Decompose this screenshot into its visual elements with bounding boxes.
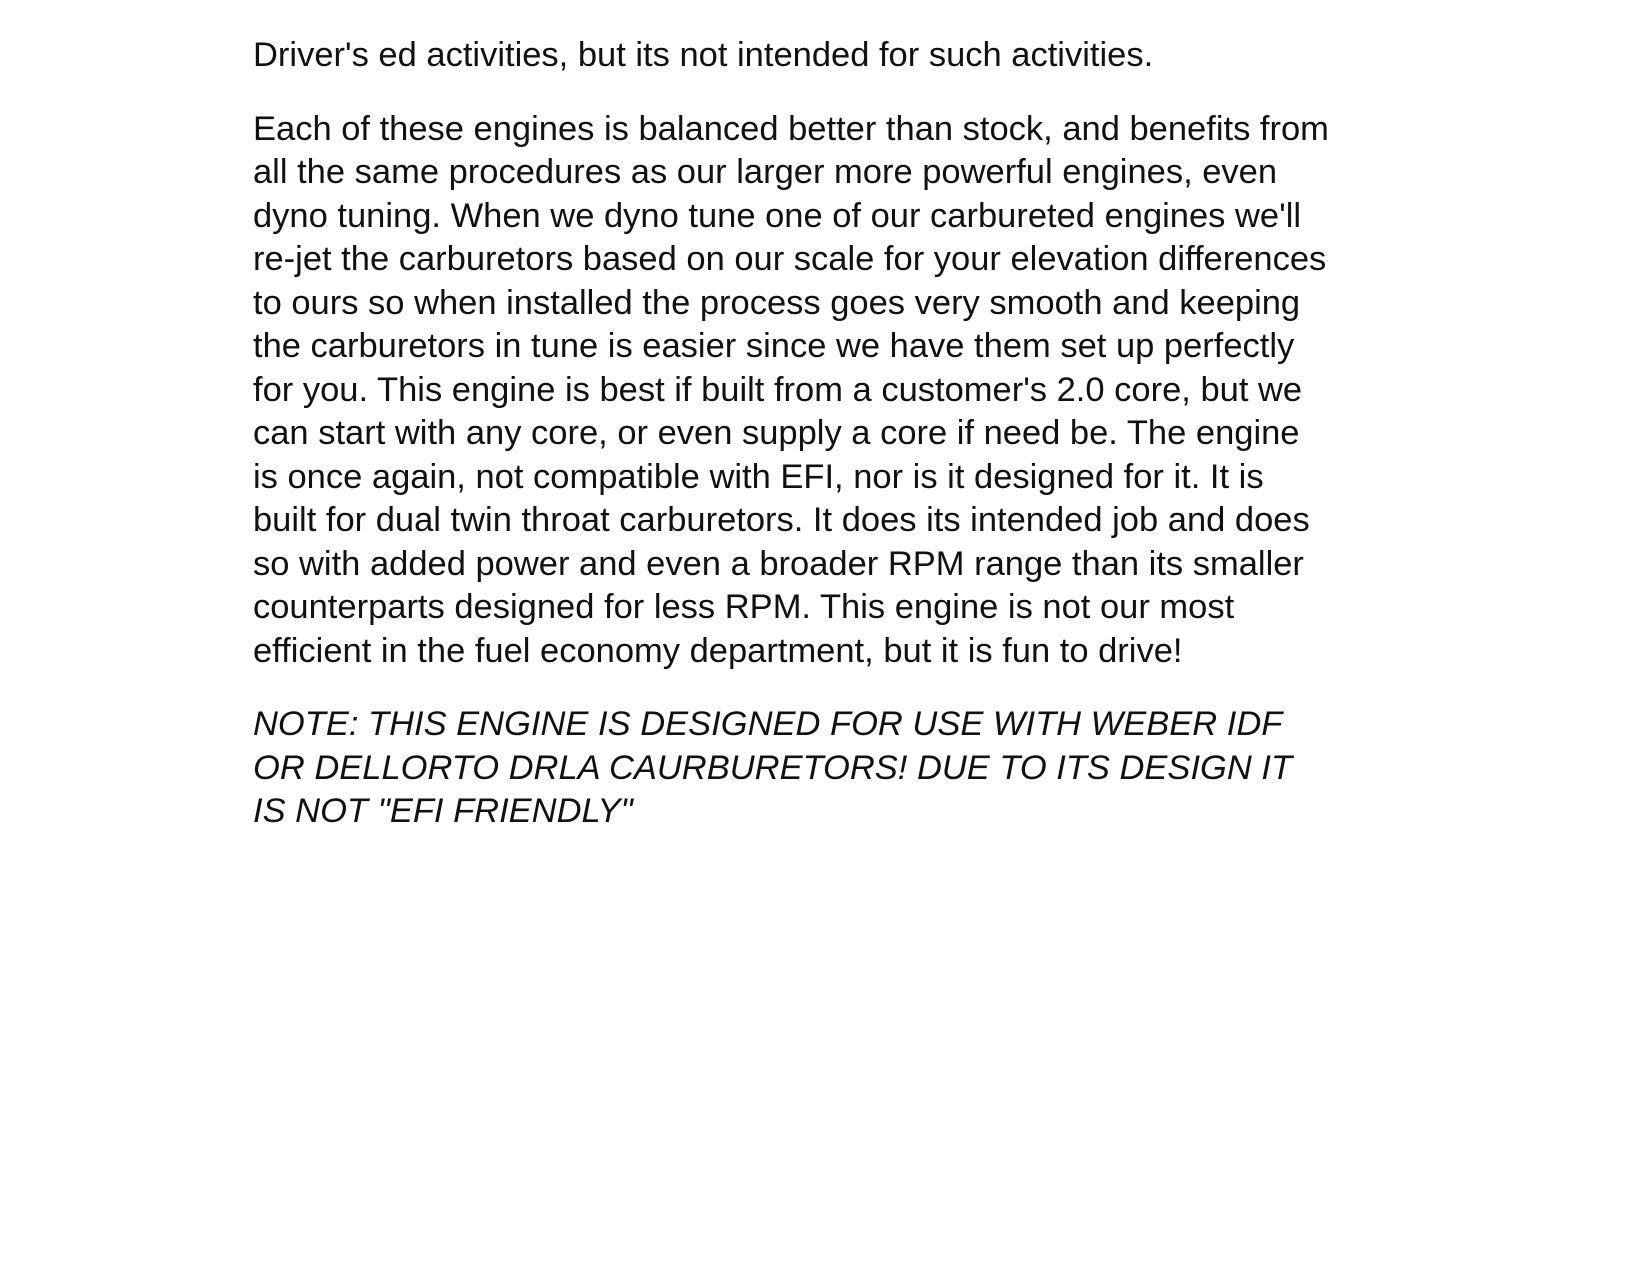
text-line: Each of these engines is balanced better than stock, and benefits from — [253, 109, 1329, 148]
text-line: counterparts designed for less RPM. This engine is not our most — [253, 588, 1235, 626]
text-line: can start with any core, or even supply a core if need be. The engine — [253, 414, 1300, 452]
note-line: NOTE: THIS ENGINE IS DESIGNED FOR USE WITH WEBER IDF — [253, 705, 1283, 743]
text-line: the carburetors in tune is easier since we have them set up perfectly — [253, 327, 1295, 365]
text-line: all the same procedures as our larger more powerful engines, even — [253, 153, 1278, 191]
text-line: Driver's ed activities, but its not intended for such activities. — [253, 36, 1154, 74]
text-line: built for dual twin throat carburetors. It does its intended job and does — [253, 501, 1310, 539]
note-line: OR DELLORTO DRLA CAURBURETORS! DUE TO ITS DESIGN IT — [253, 748, 1293, 787]
note-line: IS NOT "EFI FRIENDLY" — [253, 792, 633, 830]
paragraph-engine-description — [253, 108, 1413, 674]
text-line: for you. This engine is best if built from a customer's 2.0 core, but we — [253, 370, 1303, 409]
document-body — [253, 34, 1413, 834]
text-line: to ours so when installed the process goes very smooth and keeping — [253, 283, 1301, 322]
paragraph-continuation — [253, 34, 1413, 78]
text-line: so with added power and even a broader RPM range than its smaller — [253, 544, 1304, 583]
text-line: is once again, not compatible with EFI, nor is it designed for it. It is — [253, 457, 1264, 496]
note-paragraph — [253, 703, 1413, 834]
text-line: efficient in the fuel economy department, but it is fun to drive! — [253, 631, 1183, 670]
text-line: dyno tuning. When we dyno tune one of our carbureted engines we'll — [253, 196, 1302, 235]
text-line: re-jet the carburetors based on our scale for your elevation differences — [253, 240, 1327, 278]
